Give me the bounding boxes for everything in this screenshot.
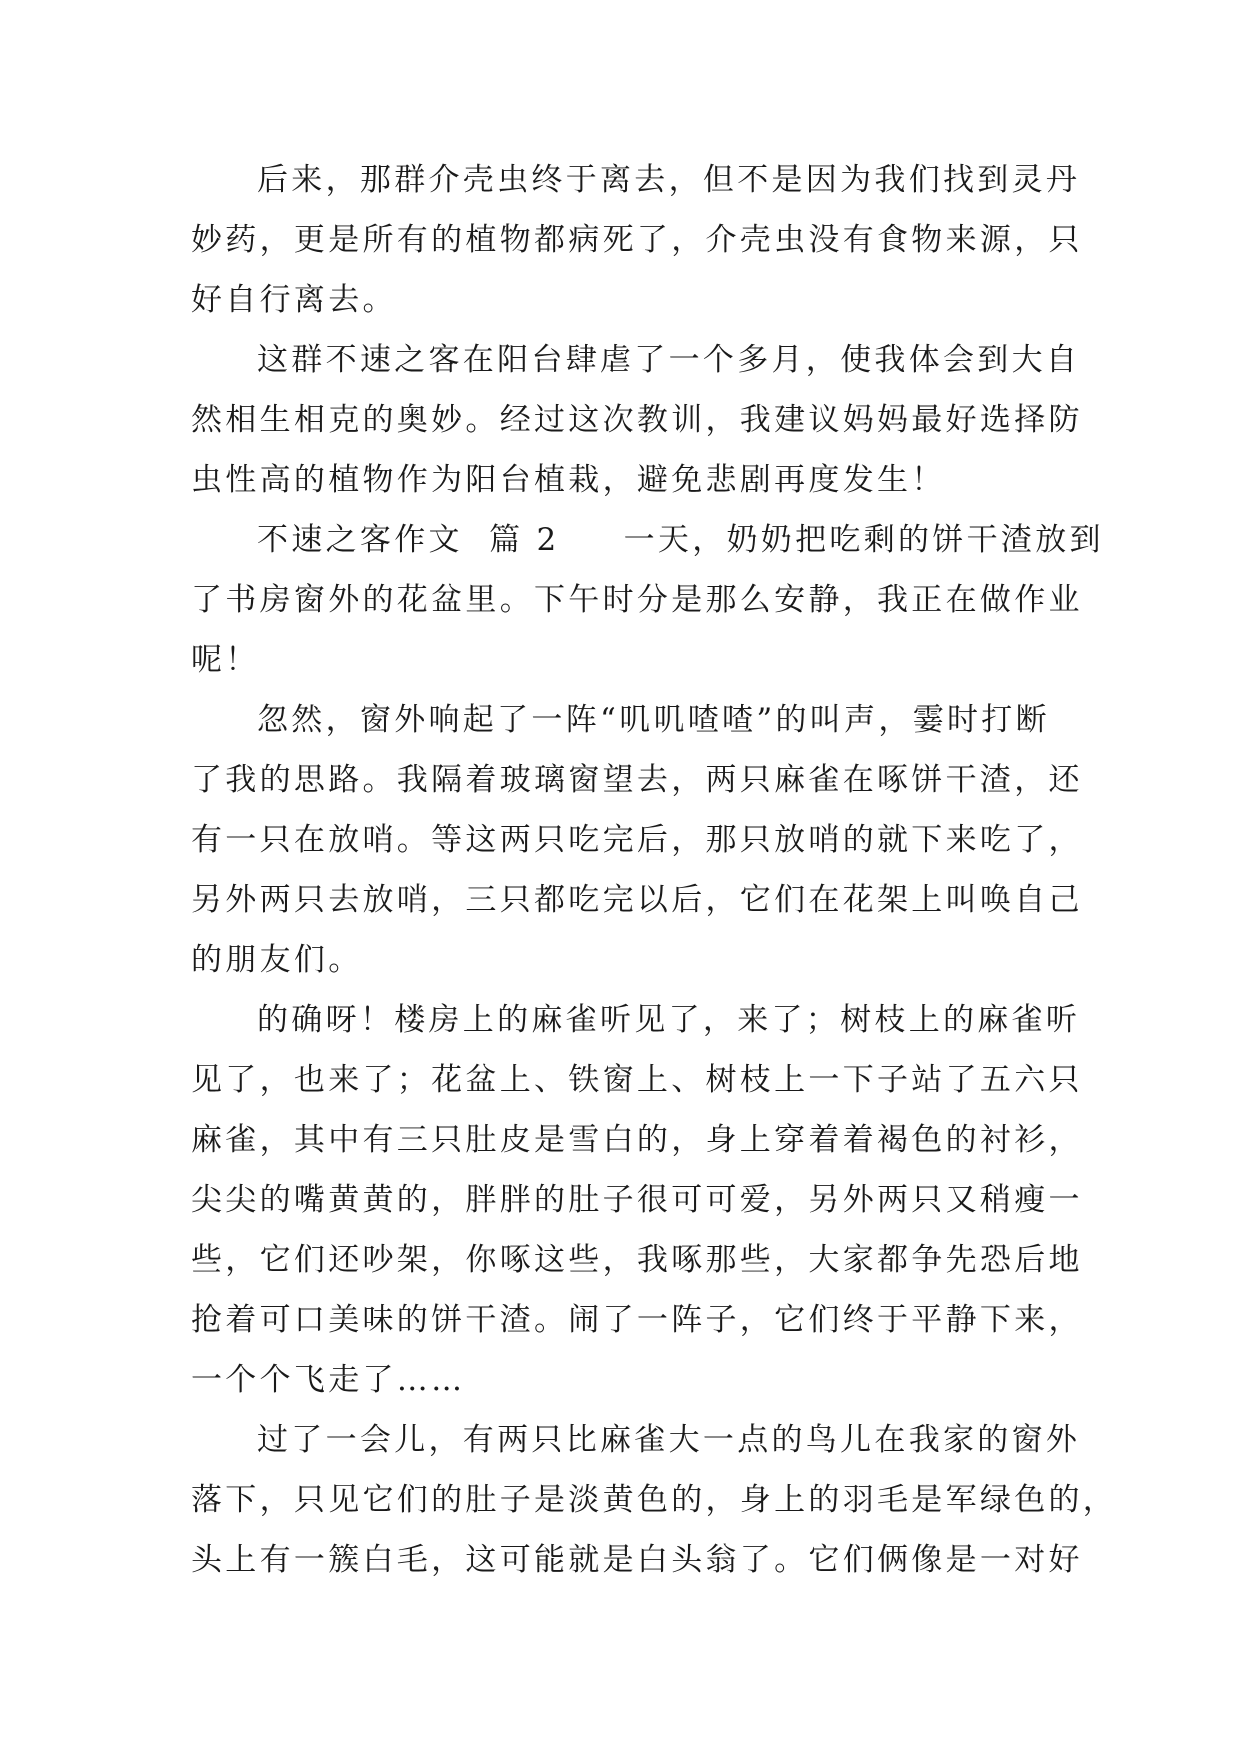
essay-heading: 不速之客作文 篇 2 [257,522,560,558]
paragraph-3-line-1 [191,510,1104,570]
paragraph-5-line-4: 尖尖的嘴黄黄的，胖胖的肚子很可可爱，另外两只又稍瘦一 [191,1182,1083,1218]
paragraph-6-line-2: 落下，只见它们的肚子是淡黄色的，身上的羽毛是军绿色的， [191,1482,1118,1518]
paragraph-4-line-5: 的朋友们。 [191,942,363,978]
paragraph-4-line-2: 了我的思路。我隔着玻璃窗望去，两只麻雀在啄饼干渣，还 [191,762,1083,798]
paragraph-2-line-3: 虫性高的植物作为阳台植栽，避免悲剧再度发生！ [191,462,946,498]
paragraph-3-line-2: 了书房窗外的花盆里。下午时分是那么安静，我正在做作业 [191,582,1083,618]
paragraph-5-line-2: 见了，也来了；花盆上、铁窗上、树枝上一下子站了五六只 [191,1062,1083,1098]
paragraph-5-line-1: 的确呀！楼房上的麻雀听见了，来了；树枝上的麻雀听 [257,1002,1081,1038]
paragraph-6-line-3: 头上有一簇白毛，这可能就是白头翁了。它们俩像是一对好 [191,1542,1083,1578]
paragraph-4-line-3: 有一只在放哨。等这两只吃完后，那只放哨的就下来吃了， [191,822,1083,858]
paragraph-5-line-6: 抢着可口美味的饼干渣。闹了一阵子，它们终于平静下来， [191,1302,1083,1338]
paragraph-2-line-2: 然相生相克的奥妙。经过这次教训，我建议妈妈最好选择防 [191,402,1083,438]
paragraph-1-line-1: 后来，那群介壳虫终于离去，但不是因为我们找到灵丹 [257,162,1081,198]
paragraph-4-line-4: 另外两只去放哨，三只都吃完以后，它们在花架上叫唤自己 [191,882,1083,918]
paragraph-2-line-1: 这群不速之客在阳台肆虐了一个多月，使我体会到大自 [257,342,1081,378]
paragraph-1-line-2: 妙药，更是所有的植物都病死了，介壳虫没有食物来源，只 [191,222,1083,258]
paragraph-3-line-3: 呢！ [191,642,260,678]
paragraph-1-line-3: 好自行离去。 [191,282,397,318]
paragraph-3-line-1-text: 一天，奶奶把吃剩的饼干渣放到 [623,522,1104,558]
document-page [191,150,1118,1590]
paragraph-4-line-1: 忽然，窗外响起了一阵“叽叽喳喳”的叫声，霎时打断 [257,702,1050,738]
paragraph-5-line-3: 麻雀，其中有三只肚皮是雪白的，身上穿着着褐色的衬衫， [191,1122,1083,1158]
paragraph-6-line-1: 过了一会儿，有两只比麻雀大一点的鸟儿在我家的窗外 [257,1422,1081,1458]
paragraph-5-line-7: 一个个飞走了…… [191,1362,466,1398]
paragraph-5-line-5: 些，它们还吵架，你啄这些，我啄那些，大家都争先恐后地 [191,1242,1083,1278]
